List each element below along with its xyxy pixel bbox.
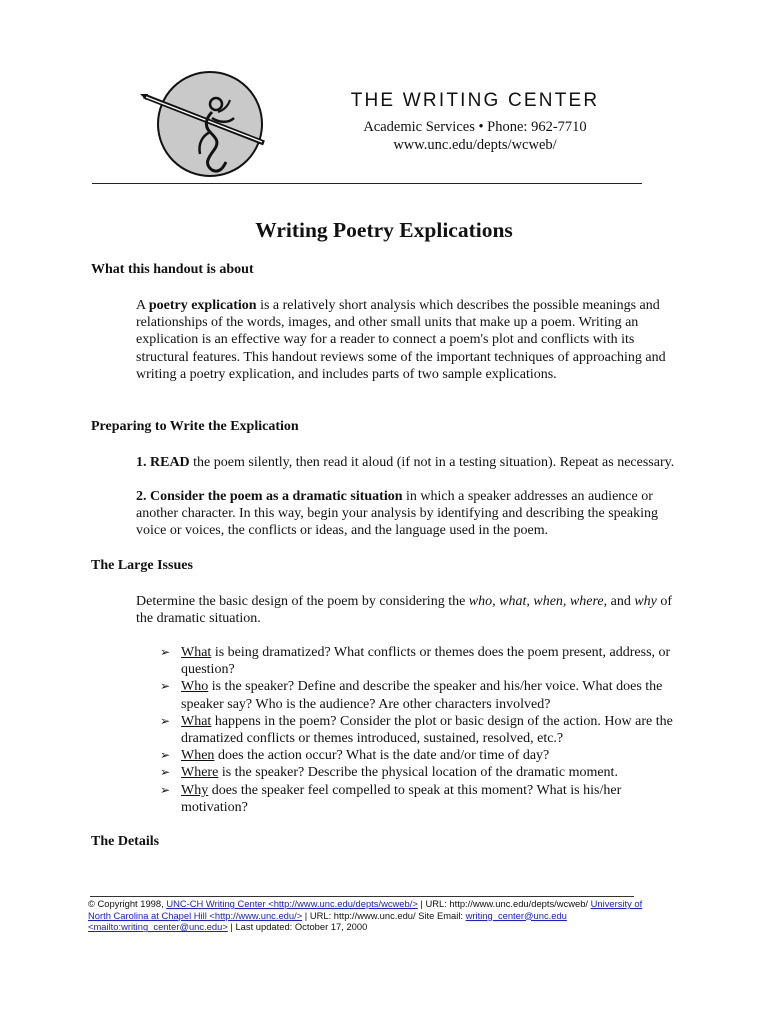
header-divider	[92, 183, 642, 184]
letterhead	[340, 90, 610, 154]
large-issues-intro: Determine the basic design of the poem by considering the who, what, when, where, and why of the dramatic situation.	[136, 594, 673, 627]
unc-link[interactable]: University of North Carolina at Chapel Hill <http://www.unc.edu/>	[88, 898, 643, 921]
document-title: Writing Poetry Explications	[255, 218, 513, 242]
section-heading-details: The Details	[91, 834, 160, 849]
website-line: www.unc.edu/depts/wcweb/	[393, 137, 557, 153]
section-heading-preparing: Preparing to Write the Explication	[91, 419, 299, 434]
arrow-bullet-icon: ➢	[160, 645, 171, 659]
list-item: ➢ Where is the speaker? Describe the physical location of the dramatic moment.	[160, 765, 618, 781]
footer-divider	[90, 896, 634, 897]
list-item: ➢ What is being dramatized? What conflicts or themes does the poem present, address, or question?	[160, 645, 671, 678]
arrow-bullet-icon: ➢	[160, 679, 171, 694]
section-heading-large-issues: The Large Issues	[91, 558, 193, 573]
term-poetry-explication: poetry explication	[148, 298, 257, 313]
preparing-step-1: 1. READ the poem silently, then read it aloud (if not in a testing situation). Repeat as necessary.	[136, 455, 675, 470]
email-link[interactable]: writing_center@unc.edu <mailto:writing_center@unc.edu>	[88, 909, 567, 933]
arrow-bullet-icon: ➢	[160, 782, 171, 797]
arrow-bullet-icon: ➢	[160, 748, 171, 763]
organization-title: THE WRITING CENTER	[350, 90, 600, 111]
list-item: ➢ What happens in the poem? Consider the plot or basic design of the action. How are the dramatized conflicts or themes introduced, sustained, resolved, etc.?	[160, 713, 673, 747]
arrow-bullet-icon: ➢	[160, 765, 171, 780]
writing-center-link[interactable]: UNC-CH Writing Center <http://www.unc.edu/depts/wcweb/>	[166, 898, 418, 909]
large-issues-list	[160, 644, 685, 816]
preparing-step-2: 2. Consider the poem as a dramatic situation in which a speaker addresses an audience or another character. In this way, begin your analysis by identifying and describing the speaking voice or voices, the conflicts or ideas, and the language used in the poem.	[136, 489, 658, 539]
about-paragraph: A poetry explication is a relatively short analysis which describes the possible meanings and relationships of the words, images, and other small units that make up a poem. Writing an explication is an effective way for a reader to connect a poem's plot and conflicts with its structural features. This handout reviews some of the important techniques of approaching and writing a poetry explication, and includes parts of two sample explications.	[136, 298, 666, 382]
writing-center-logo	[138, 66, 268, 184]
footer: © Copyright 1998, UNC-CH Writing Center <http://www.unc.edu/depts/wcweb/> | URL: http://www.unc.edu/depts/wcweb/ University of North Carolina at Chapel Hill <http://www.unc.edu/> | URL: http://www.unc.edu/ Site Email: writing_center@unc.edu <mailto:writing_center@unc.edu> | Last updated: October 17, 2000	[88, 898, 643, 933]
contact-line: Academic Services • Phone: 962-7710	[363, 119, 587, 135]
arrow-bullet-icon: ➢	[160, 713, 171, 728]
list-item: ➢ Who is the speaker? Define and describe the speaker and his/her voice. What does the speaker say? Who is the audience? Are other characters involved?	[160, 679, 663, 712]
list-item: ➢ When does the action occur? What is the date and/or time of day?	[160, 748, 550, 764]
section-heading-about: What this handout is about	[91, 262, 254, 277]
list-item: ➢ Why does the speaker feel compelled to speak at this moment? What is his/her motivation?	[160, 782, 622, 815]
